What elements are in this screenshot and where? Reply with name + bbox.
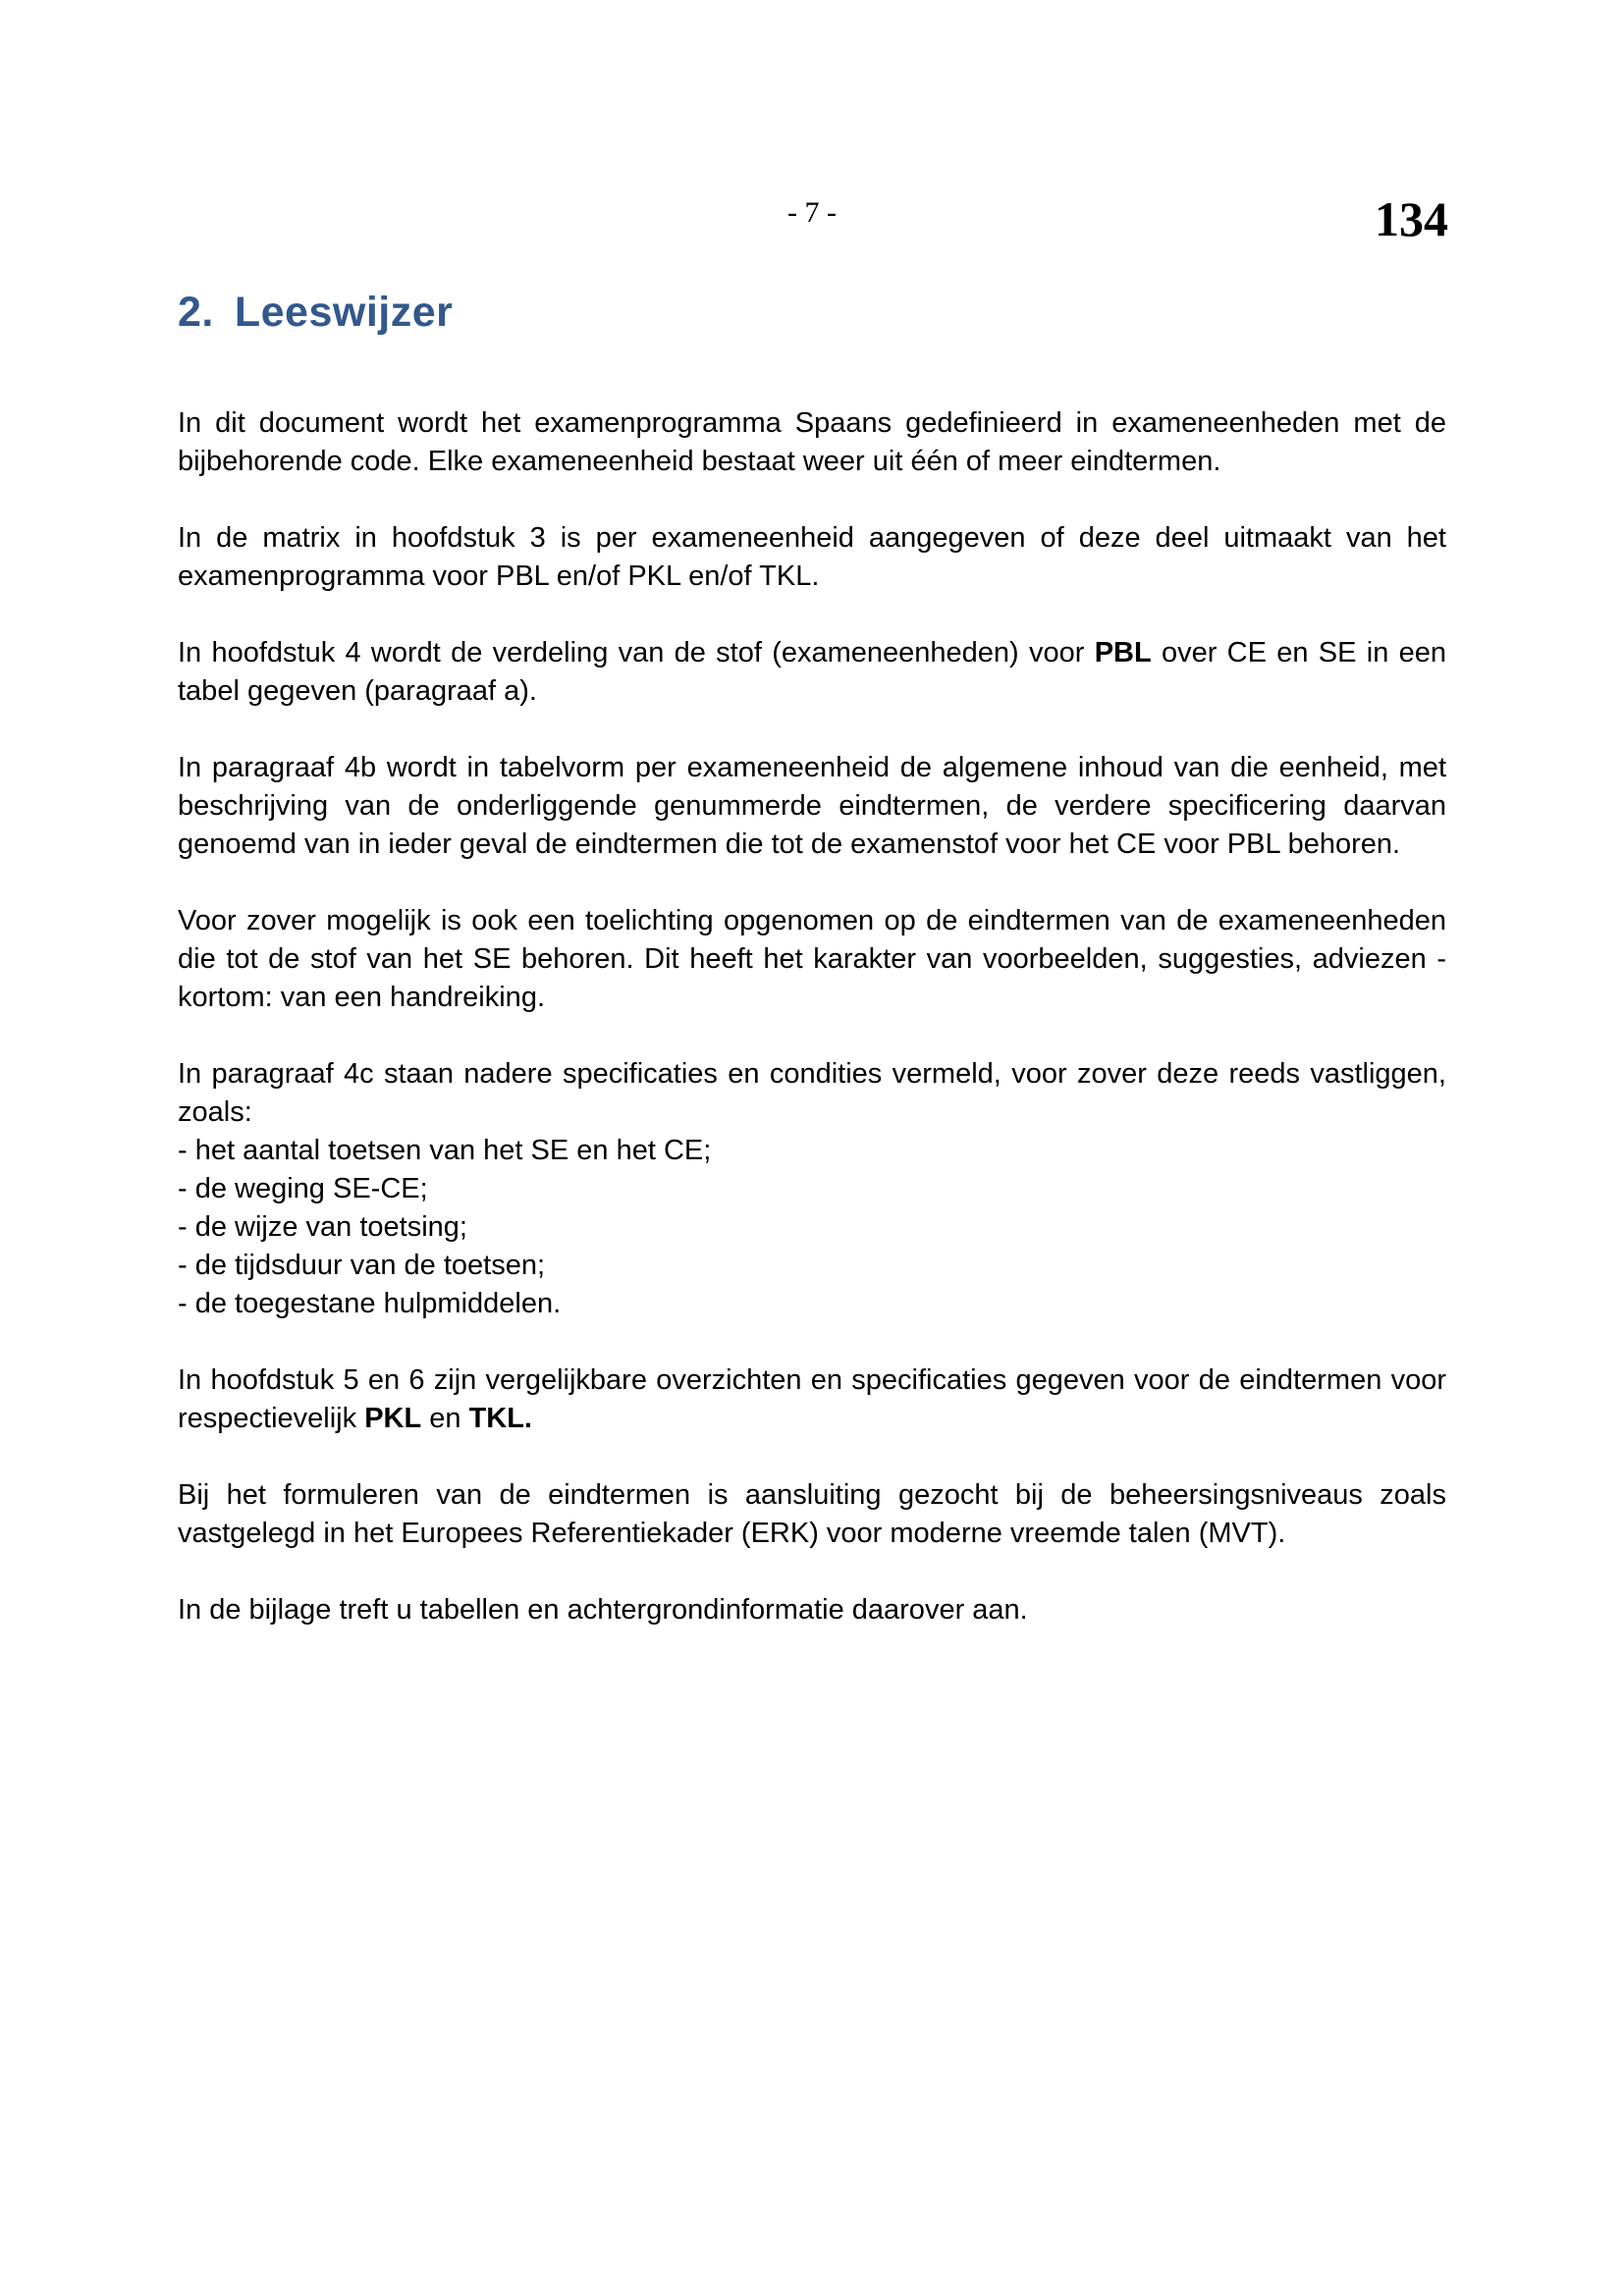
stamp-number: 134 — [1375, 191, 1448, 246]
bold-text-run: PKL — [364, 1403, 422, 1434]
paragraph-text — [178, 1055, 1446, 1132]
text-run: en — [421, 1403, 469, 1434]
section-heading-title: Leeswijzer — [234, 289, 454, 336]
text-run: In paragraaf 4b wordt in tabelvorm per exameneenheid de algemene inhoud van die eenheid, met beschrijving van de onderliggende genummerde eindtermen, de verdere specificering daarvan genoemd van in ieder geval de eindtermen die tot de examenstof voor het CE voor PBL behoren. — [178, 752, 1446, 860]
list-item: - het aantal toetsen van het SE en het CE; — [178, 1135, 712, 1166]
paragraph — [178, 404, 1446, 481]
text-run: In de bijlage treft u tabellen en achtergrondinformatie daarover aan. — [178, 1594, 1028, 1626]
text-run: In hoofdstuk 5 en 6 zijn vergelijkbare overzichten en specificaties gegeven voor de eindtermen voor respectievelijk — [178, 1364, 1446, 1434]
paragraph — [178, 634, 1446, 711]
paragraph-text — [178, 1362, 1446, 1438]
text-run: In hoofdstuk 4 wordt de verdeling van de stof (exameneenheden) voor — [178, 637, 1095, 668]
text-run: Voor zover mogelijk is ook een toelichting opgenomen op de eindtermen van de exameneenheden die tot de stof van het SE behoren. Dit heeft het karakter van voorbeelden, suggesties, adviezen - kortom: van een handreiking. — [178, 905, 1446, 1013]
text-run: In dit document wordt het examenprogramma Spaans gedefinieerd in exameneenheden met de bijbehorende code. Elke exameneenheid bestaat weer uit één of meer eindtermen. — [178, 407, 1446, 477]
paragraph — [178, 749, 1446, 864]
paragraph — [178, 519, 1446, 596]
list-item: - de tijdsduur van de toetsen; — [178, 1250, 546, 1281]
paragraph-text — [178, 519, 1446, 596]
section-heading-number: 2. — [178, 289, 214, 336]
bold-text-run: PBL — [1094, 637, 1152, 668]
paragraph-text — [178, 1476, 1446, 1553]
paragraph — [178, 1055, 1446, 1323]
list-item: - de toegestane hulpmiddelen. — [178, 1288, 562, 1319]
section-heading — [178, 289, 453, 336]
paragraph-text — [178, 404, 1446, 481]
page-number: - 7 - — [787, 196, 837, 229]
paragraph — [178, 1362, 1446, 1438]
paragraph-text — [178, 634, 1446, 711]
text-run: In de matrix in hoofdstuk 3 is per exameneenheid aangegeven of deze deel uitmaakt van het examenprogramma voor PBL en/of PKL en/of TKL. — [178, 522, 1446, 592]
paragraph — [178, 1591, 1446, 1629]
body-text — [178, 404, 1446, 1629]
text-run: Bij het formuleren van de eindtermen is aansluiting gezocht bij de beheersingsniveaus zoals vastgelegd in het Europees Referentiekader (ERK) voor moderne vreemde talen (MVT). — [178, 1479, 1446, 1549]
list-item: - de weging SE-CE; — [178, 1173, 428, 1204]
paragraph — [178, 902, 1446, 1017]
paragraph-text — [178, 1591, 1446, 1629]
list-item: - de wijze van toetsing; — [178, 1211, 467, 1243]
text-run: over CE en SE in een tabel gegeven (paragraaf a). — [178, 637, 1446, 707]
paragraph — [178, 1476, 1446, 1553]
paragraph-text — [178, 902, 1446, 1017]
paragraph-text — [178, 749, 1446, 864]
bold-text-run: TKL. — [468, 1403, 532, 1434]
text-run: In paragraaf 4c staan nadere specificaties en condities vermeld, voor zover deze reeds vastliggen, zoals: — [178, 1058, 1446, 1128]
